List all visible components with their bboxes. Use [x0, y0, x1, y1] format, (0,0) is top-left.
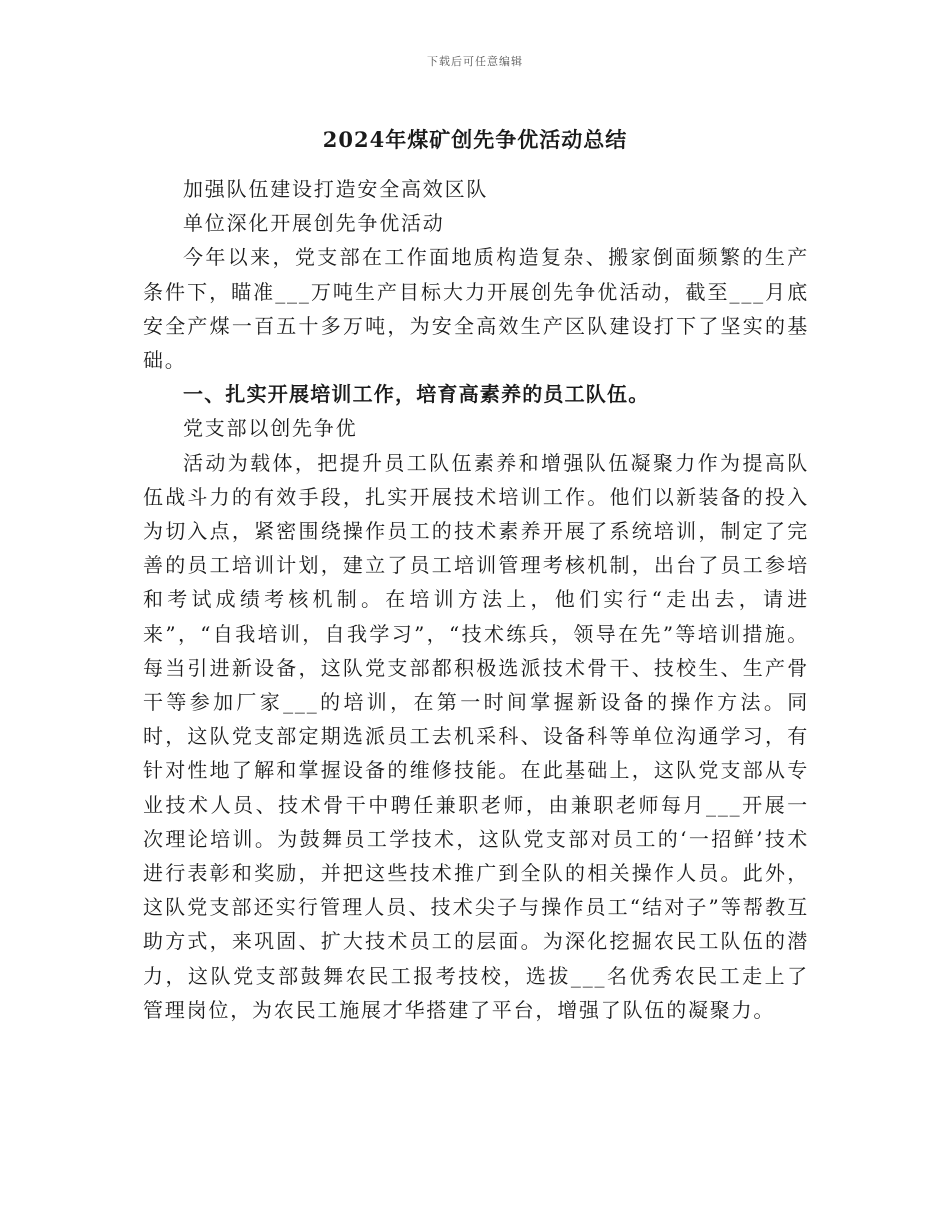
subtitle-unit-activity: 单位深化开展创先争优活动 [183, 211, 445, 236]
section-lead-line: 党支部以创先争优 [183, 416, 358, 441]
subtitle-team-building: 加强队伍建设打造安全高效区队 [183, 177, 489, 201]
document-title: 2024年煤矿创先争优活动总结 [322, 127, 628, 152]
intro-paragraph: 今年以来，党支部在工作面地质构造复杂、搬家倒面频繁的生产条件下，瞄准___万吨生产目标大力开展创先争优活动，截至___月底安全产煤一百五十多万吨，为安全高效生产区队建设打下了坚实的基础。 [143, 245, 809, 373]
page-header-note: 下载后可任意编辑 [427, 55, 523, 68]
document-body [143, 172, 809, 1027]
section-heading-training: 一、扎实开展培训工作，培育高素养的员工队伍。 [183, 382, 650, 407]
section-body-paragraph: 活动为载体，把提升员工队伍素养和增强队伍凝聚力作为提高队伍战斗力的有效手段，扎实开展技术培训工作。他们以新装备的投入为切入点，紧密围绕操作员工的技术素养开展了系统培训，制定了完善的员工培训计划，建立了员工培训管理考核机制，出台了员工参培和考试成绩考核机制。在培训方法上，他们实行“走出去，请进来”，“自我培训，自我学习”，“技术练兵，领导在先”等培训措施。每当引进新设备，这队党支部都积极选派技术骨干、技校生、生产骨干等参加厂家___的培训，在第一时间掌握新设备的操作方法。同时，这队党支部定期选派员工去机采科、设备科等单位沟通学习，有针对性地了解和掌握设备的维修技能。在此基础上，这队党支部从专业技术人员、技术骨干中聘任兼职老师，由兼职老师每月___开展一次理论培训。为鼓舞员工学技术，这队党支部对员工的‘一招鲜’技术进行表彰和奖励，并把这些技术推广到全队的相关操作人员。此外，这队党支部还实行管理人员、技术尖子与操作员工“结对子”等帮教互助方式，来巩固、扩大技术员工的层面。为深化挖掘农民工队伍的潜力，这队党支部鼓舞农民工报考技校，选拔___名优秀农民工走上了管理岗位，为农民工施展才华搭建了平台，增强了队伍的凝聚力。 [143, 450, 809, 1022]
